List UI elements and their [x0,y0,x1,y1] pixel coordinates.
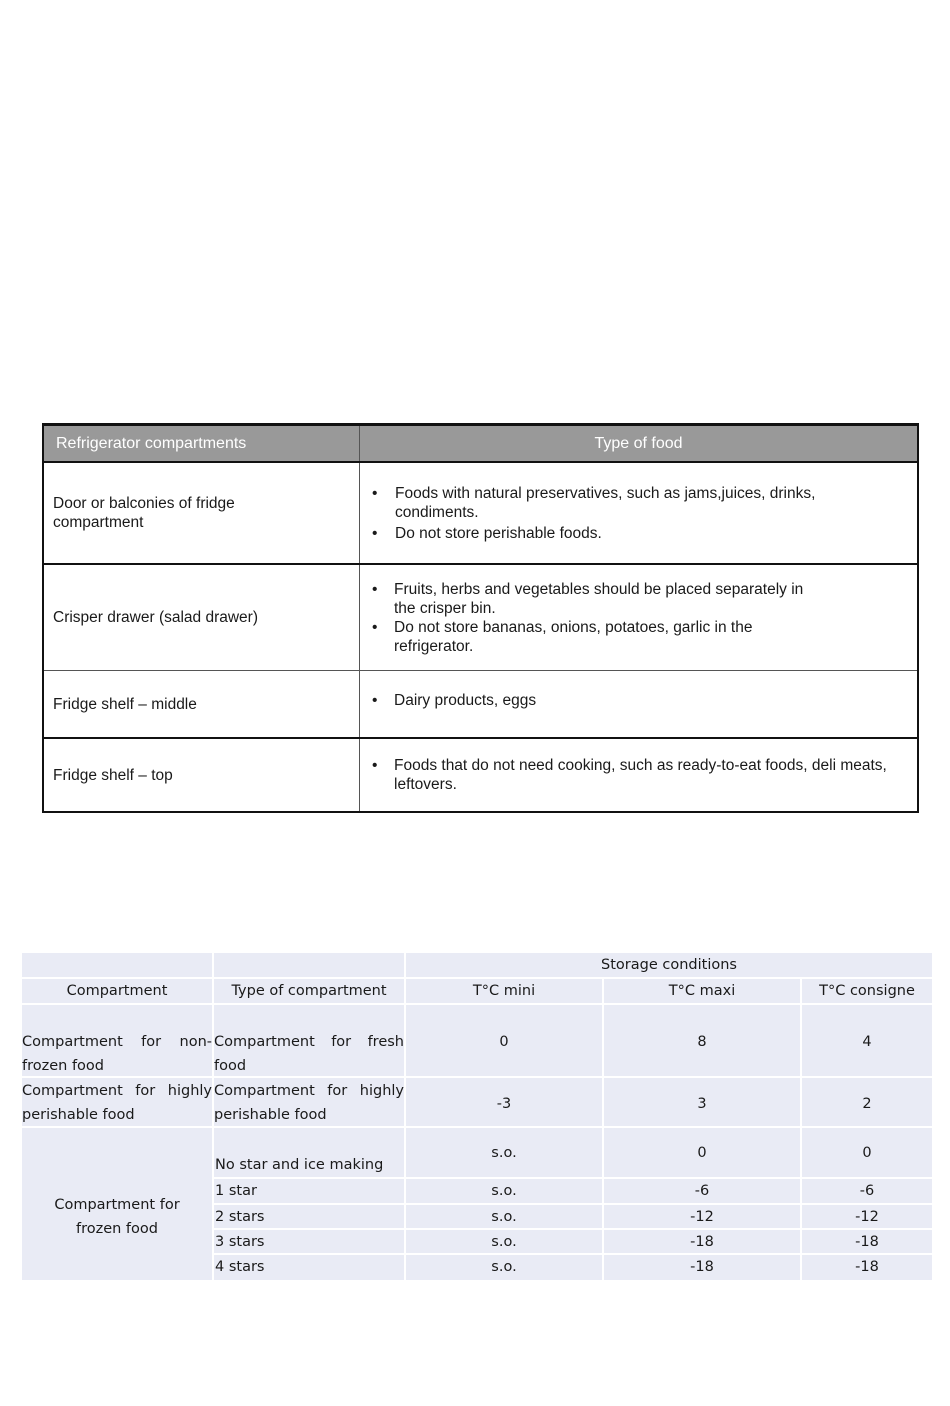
table-row [44,463,917,563]
header-compartment: Compartment [66,983,168,999]
temp-consigne-cell: 4 [862,1034,872,1050]
temp-mini-cell: s.o. [491,1183,517,1199]
temp-consigne-cell: -18 [855,1259,879,1275]
temp-consigne-cell: 2 [862,1096,872,1112]
food-cell [360,739,917,811]
temp-mini-cell: s.o. [491,1209,517,1225]
compartment-cell: Compartment for non-frozen food [22,1034,212,1074]
temp-consigne-cell: -12 [855,1209,879,1225]
list-item: • Dairy products, eggs [372,691,917,710]
list-item: • Do not store perishable foods. [372,524,857,543]
header-temp-maxi: T°C maxi [668,983,736,999]
temp-maxi-cell: -18 [690,1234,714,1250]
type-cell: Compartment for fresh food [214,1034,404,1074]
temp-mini-cell: s.o. [491,1259,517,1275]
temp-mini-cell: s.o. [491,1234,517,1250]
type-cell: 2 stars [215,1209,265,1225]
header-temp-mini: T°C mini [472,983,536,999]
list-item: • Foods that do not need cooking, such as ready-to-eat foods, deli meats, leftovers. [372,756,897,794]
refrigerator-compartments-table [42,423,919,813]
temp-consigne-cell: -6 [859,1183,875,1199]
table-row [44,739,917,811]
type-cell: 4 stars [215,1259,265,1275]
temp-maxi-cell: -18 [690,1259,714,1275]
storage-conditions-header: Storage conditions [601,957,737,973]
table-header [44,426,917,463]
list-item: • Foods with natural preservatives, such as jams,juices, drinks, condiments. [372,484,857,522]
temp-mini-cell: 0 [499,1034,509,1050]
temp-maxi-cell: -6 [694,1183,710,1199]
header-type-of-compartment: Type of compartment [231,983,387,999]
temp-mini-cell: -3 [496,1096,512,1112]
food-cell [360,565,917,670]
compartment-cell: Door or balconies of fridge compartment [44,463,360,563]
storage-conditions-table [22,953,932,1280]
header-compartments: Refrigerator compartments [44,426,360,461]
compartment-cell: Crisper drawer (salad drawer) [44,565,360,670]
type-cell: 1 star [215,1183,257,1199]
compartment-cell: Fridge shelf – top [44,739,360,811]
table-row [44,565,917,670]
type-cell: Compartment for highly perishable food [214,1083,404,1123]
header-temp-consigne: T°C consigne [819,983,915,999]
compartment-cell-frozen: Compartment for frozen food [54,1197,180,1237]
list-item: • Do not store bananas, onions, potatoes, garlic in the refrigerator. [372,618,827,656]
type-cell: No star and ice making [215,1157,384,1173]
temp-maxi-cell: 8 [697,1034,707,1050]
temp-maxi-cell: 3 [697,1096,707,1112]
temp-maxi-cell: -12 [690,1209,714,1225]
temp-consigne-cell: -18 [855,1234,879,1250]
temp-maxi-cell: 0 [697,1145,707,1161]
temp-consigne-cell: 0 [862,1145,872,1161]
list-item: • Fruits, herbs and vegetables should be placed separately in the crisper bin. [372,580,827,618]
grid-line [22,1003,932,1005]
temp-mini-cell: s.o. [491,1145,517,1161]
table-row [44,671,917,737]
food-cell [360,463,917,563]
compartment-cell: Fridge shelf – middle [44,671,360,737]
food-cell [360,671,917,737]
header-type-of-food: Type of food [594,435,683,452]
compartment-cell: Compartment for highly perishable food [22,1083,212,1123]
type-cell: 3 stars [215,1234,265,1250]
